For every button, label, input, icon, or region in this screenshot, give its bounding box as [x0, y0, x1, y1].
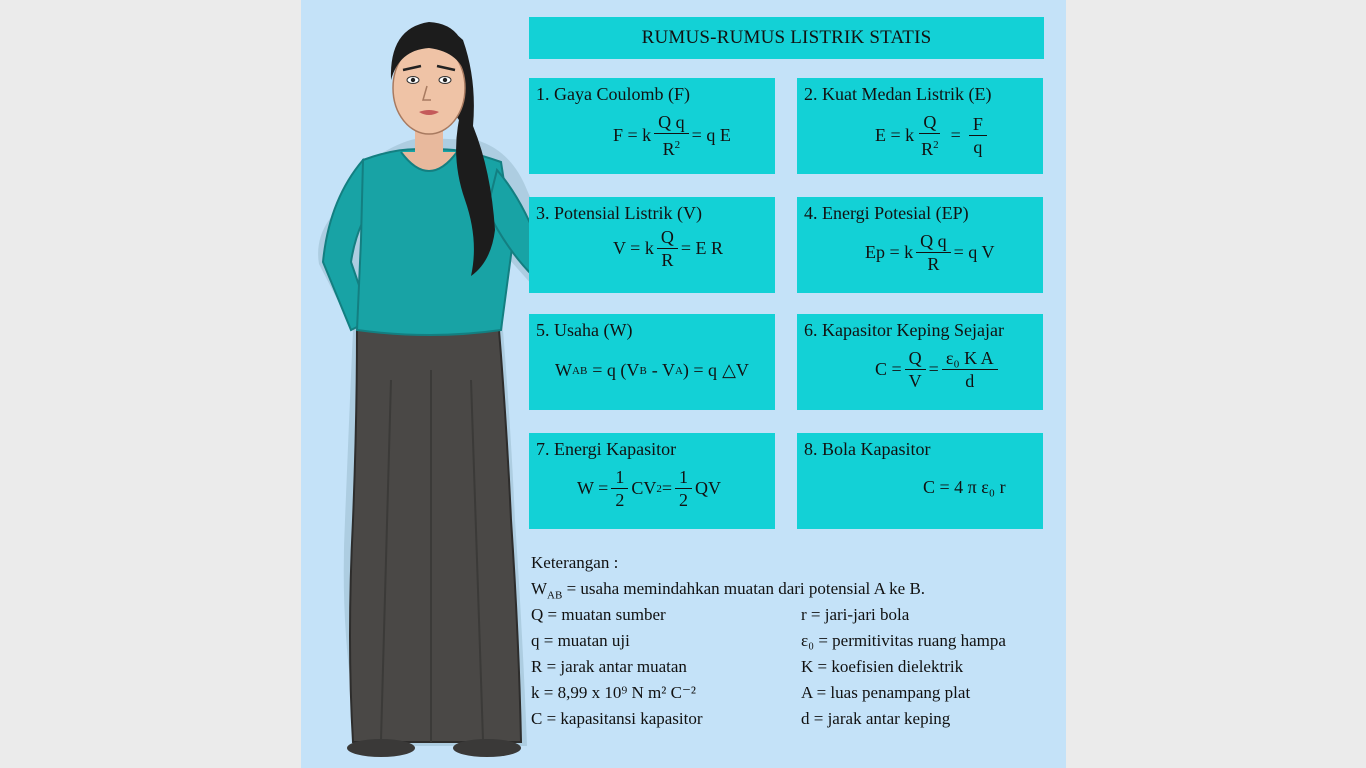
formula-bola-kapasitor: C = 4 π ε₀ r — [923, 477, 1006, 497]
legend-item: Q = muatan sumber — [531, 605, 666, 624]
legend-item: d = jarak antar keping — [801, 709, 951, 728]
legend-heading: Keterangan : — [531, 553, 619, 572]
legend-item: A = luas penampang plat — [801, 683, 971, 702]
card-energi-kapasitor — [529, 433, 775, 529]
card-title: 7. Energi Kapasitor — [536, 439, 677, 459]
right-foot — [453, 739, 521, 757]
skirt — [350, 330, 521, 742]
legend-wab: $W_{AB}$ = usaha memindahkan muatan dari potensial A ke B. — [531, 579, 926, 602]
legend-item: K = koefisien dielektrik — [801, 657, 964, 676]
formula-medan: E = k $\frac{Q}{R^2}$ = $\frac{F}{q}$ — [875, 112, 990, 159]
card-usaha — [529, 314, 775, 410]
card-gaya-coulomb — [529, 78, 775, 174]
legend-item: R = jarak antar muatan — [531, 657, 687, 676]
card-bola-kapasitor — [797, 433, 1043, 529]
card-title: 4. Energi Potesial (EP) — [804, 203, 969, 223]
poster-panel — [301, 0, 1066, 768]
card-title: 1. Gaya Coulomb (F) — [536, 84, 690, 104]
card-kuat-medan — [797, 78, 1043, 174]
formula-energi-potensial: Ep = k $\frac{\text{Q q}}{R}$ = q V — [865, 231, 995, 274]
formula-usaha: W AB = q (V B - V A ) = q △V — [555, 360, 749, 380]
legend-item: q = muatan uji — [531, 631, 630, 650]
card-title: 6. Kapasitor Keping Sejajar — [804, 320, 1004, 340]
left-foot — [347, 739, 415, 757]
card-title: 2. Kuat Medan Listrik (E) — [804, 84, 992, 104]
formula-kapasitor-keping: C = $\frac{Q}{V}$ = $\frac{\text{ε₀ K A}}{d}$ — [875, 348, 1001, 391]
formula-potensial: V = k $\frac{Q}{R}$ = E R — [613, 227, 723, 270]
poster-title: RUMUS-RUMUS LISTRIK STATIS — [529, 17, 1044, 59]
card-title: 8. Bola Kapasitor — [804, 439, 931, 459]
card-potensial — [529, 197, 775, 293]
card-energi-potensial — [797, 197, 1043, 293]
card-kapasitor-keping — [797, 314, 1043, 410]
card-title: 5. Usaha (W) — [536, 320, 633, 340]
legend-item: C = kapasitansi kapasitor — [531, 709, 703, 728]
formula-coulomb: F = k $\frac{\text{Q q}}{R^2}$ = q E — [613, 112, 731, 159]
legend-item: ε₀ = permitivitas ruang hampa — [801, 631, 1006, 650]
legend-item: r = jari-jari bola — [801, 605, 910, 624]
legend-item: k = 8,99 x 10⁹ N m² C⁻² — [531, 683, 697, 702]
formula-energi-kapasitor: W = $\frac{1}{2}$ CV 2 = $\frac{1}{2}$ QV — [577, 467, 721, 510]
card-title: 3. Potensial Listrik (V) — [536, 203, 702, 223]
